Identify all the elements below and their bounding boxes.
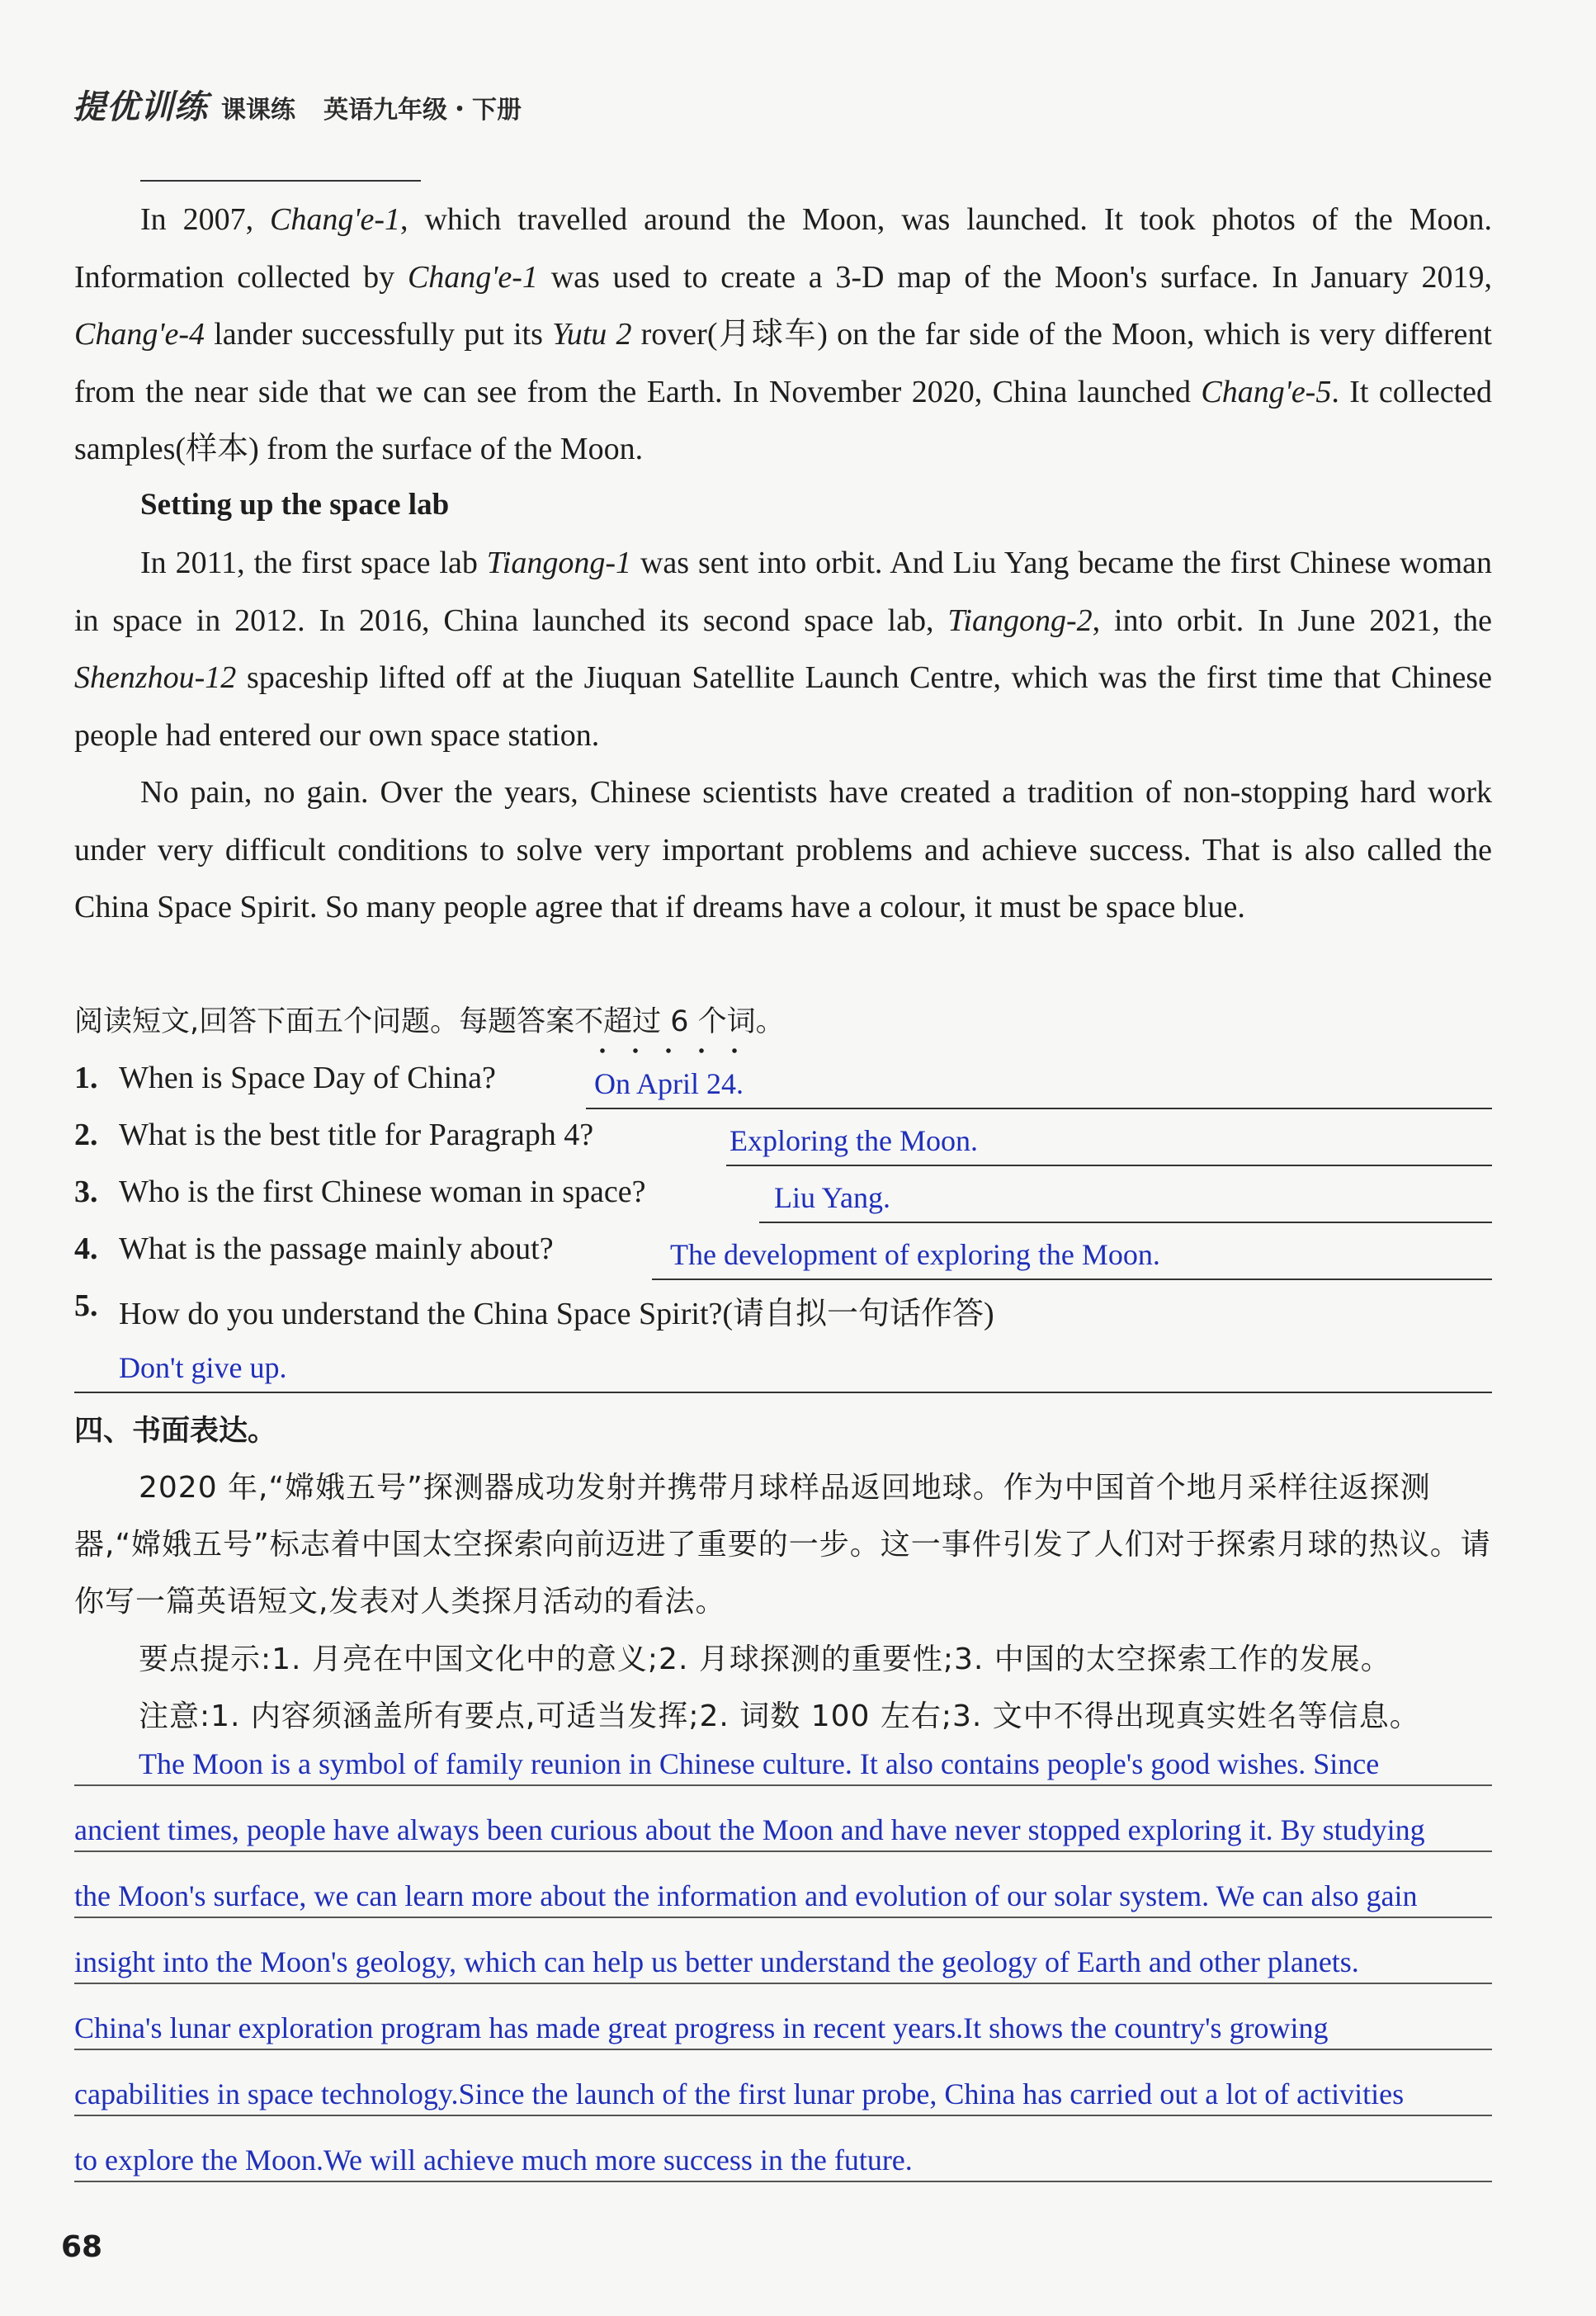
writing-prompt: 2020 年,“嫦娥五号”探测器成功发射并携带月球样品返回地球。作为中国首个地月采样往返探测器,“嫦娥五号”标志着中国太空探索向前迈进了重要的一步。这一事件引发了人们对于探索月球的热议。请你写一篇英语短文,发表对人类探月活动的看法。 xyxy=(74,1471,1491,1619)
answer-text[interactable]: Exploring the Moon. xyxy=(730,1124,978,1157)
question-text: What is the best title for Paragraph 4? xyxy=(119,1118,594,1152)
answer-line xyxy=(586,1108,1492,1109)
series-label: 课课练 xyxy=(221,96,295,125)
answer-text[interactable]: Liu Yang. xyxy=(774,1181,891,1214)
question-5: 5. How do you understand the China Space Spirit?(请自拟一句话作答) xyxy=(74,1288,994,1331)
answer-line xyxy=(652,1279,1492,1280)
passage-paragraph-3: No pain, no gain. Over the years, Chinese scientists have created a tradition of non-stopping hard work under very difficult conditions to solve very important problems and achieve success. That is also called the China Space Spirit. So many people agree that if dreams have a colour, it must be space blue. xyxy=(74,775,1492,924)
page-header xyxy=(73,81,522,128)
question-text: Who is the first Chinese woman in space? xyxy=(119,1175,646,1209)
question-3: 3. Who is the first Chinese woman in space? Liu Yang. xyxy=(74,1174,1492,1223)
writing-points: 要点提示:1. 月亮在中国文化中的意义;2. 月球探测的重要性;3. 中国的太空探索工作的发展。 xyxy=(139,1642,1391,1676)
brand-title: 提优训练 xyxy=(73,88,208,126)
page-number: 68 xyxy=(61,2230,103,2264)
question-text: What is the passage mainly about? xyxy=(119,1231,554,1266)
essay-line[interactable]: the Moon's surface, we can learn more about the information and evolution of our solar system. We can also gain xyxy=(74,1852,1492,1918)
answer-line xyxy=(74,1392,1492,1393)
question-2: 2. What is the best title for Paragraph 4? Exploring the Moon. xyxy=(74,1117,1492,1166)
emphasis-dots: 不超过 6 个词 xyxy=(574,999,756,1040)
essay-line[interactable]: to explore the Moon.We will achieve much more success in the future. xyxy=(74,2116,1492,2182)
section-heading: Setting up the space lab xyxy=(140,488,450,522)
question-4: 4. What is the passage mainly about? The development of exploring the Moon. xyxy=(74,1231,1492,1280)
passage-paragraph-1: In 2007, Chang'e-1, which travelled around the Moon, was launched. It took photos of the Moon. Information collected by Chang'e-1 was used to create a 3-D map of the Moon's surface. In January 2019, Chang'e-4 lander successfully put its Yutu 2 rover(月球车) on the far side of the Moon, which is very different from the near side that we can see from the Earth. In November 2020, China launched Chang'e-5. It collected samples(样本) from the surface of the Moon. xyxy=(74,202,1493,466)
essay-line[interactable]: insight into the Moon's geology, which can help us better understand the geology of Earth and other planets. xyxy=(74,1918,1492,1984)
writing-section-title: 四、书面表达。 xyxy=(74,1415,277,1448)
passage-paragraph-2: In 2011, the first space lab Tiangong-1 was sent into orbit. And Liu Yang became the first Chinese woman in space in 2012. In 2016, China launched its second space lab, Tiangong-2, into orbit. In June 2021, the Shenzhou-12 spaceship lifted off at the Jiuquan Satellite Launch Centre, which was the first time that Chinese people had entered our own space station. xyxy=(74,546,1492,753)
question-instruction: 阅读短文,回答下面五个问题。每题答案不超过 6 个词。 xyxy=(74,999,785,1040)
essay-line[interactable]: ancient times, people have always been curious about the Moon and have never stopped exploring it. By studying xyxy=(74,1786,1492,1852)
subject-label: 英语九年级・下册 xyxy=(323,96,522,125)
question-1: 1. When is Space Day of China? On April 24. xyxy=(74,1060,1492,1109)
answer-text[interactable]: The development of exploring the Moon. xyxy=(670,1238,1160,1271)
question-text: When is Space Day of China? xyxy=(119,1061,496,1095)
answer-text[interactable]: Don't give up. xyxy=(119,1351,287,1384)
answer-line xyxy=(759,1222,1492,1223)
answer-line xyxy=(726,1165,1492,1166)
essay-line[interactable]: capabilities in space technology.Since the launch of the first lunar probe, China has carried out a lot of activities xyxy=(74,2050,1492,2116)
essay-line[interactable]: The Moon is a symbol of family reunion in Chinese culture. It also contains people's good wishes. Since xyxy=(74,1720,1492,1786)
essay-line[interactable]: China's lunar exploration program has made great progress in recent years.It shows the country's growing xyxy=(74,1984,1492,2050)
question-text: How do you understand the China Space Spirit?(请自拟一句话作答) xyxy=(119,1297,994,1331)
writing-notes: 注意:1. 内容须涵盖所有要点,可适当发挥;2. 词数 100 左右;3. 文中不得出现真实姓名等信息。 xyxy=(139,1699,1420,1733)
question-5-answer-row xyxy=(74,1344,1492,1393)
header-rule xyxy=(140,180,421,182)
answer-text[interactable]: On April 24. xyxy=(594,1067,744,1100)
